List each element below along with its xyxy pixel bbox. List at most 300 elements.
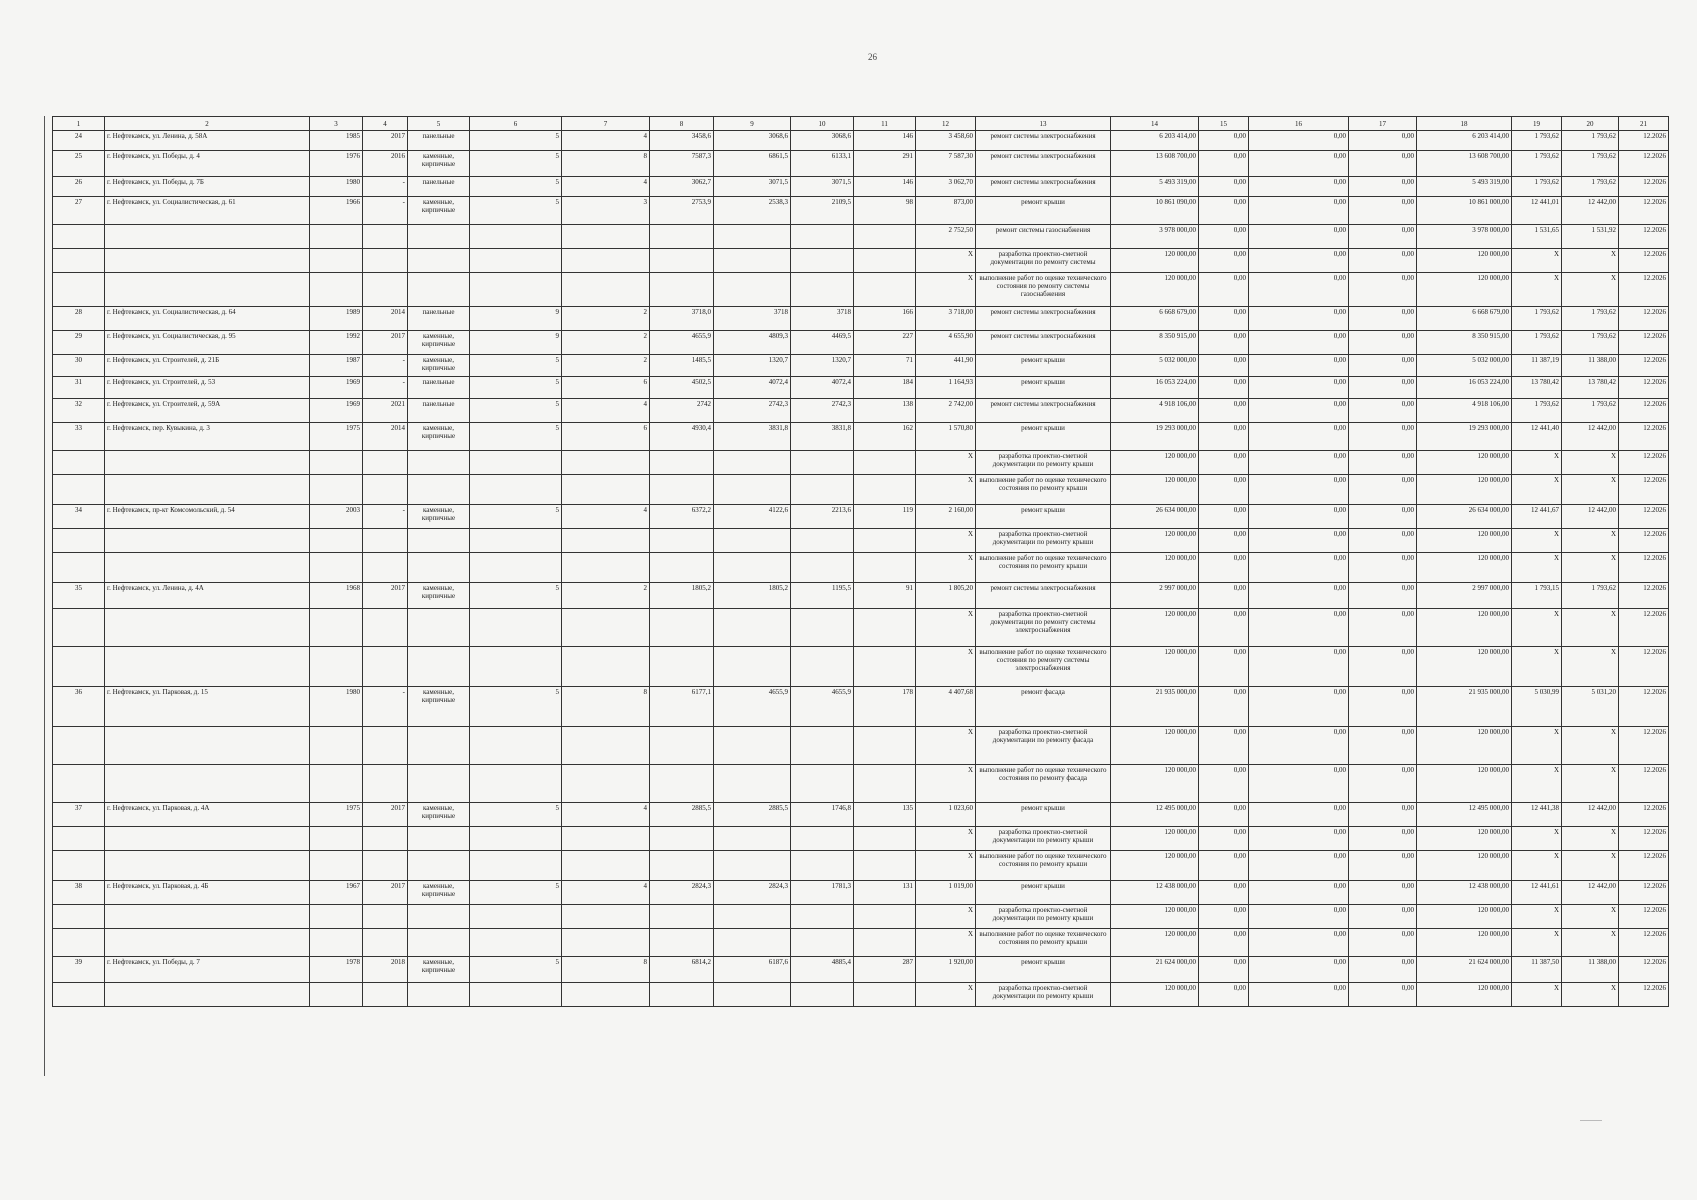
- cell-c20: 11 388,00: [1562, 355, 1619, 377]
- cell-c15: 0,00: [1199, 399, 1249, 423]
- cell-c16: 0,00: [1249, 553, 1349, 583]
- cell-a8: [650, 929, 714, 957]
- cell-no: 36: [53, 687, 105, 727]
- cell-c19: 12 441,01: [1512, 197, 1562, 225]
- cell-y2: [363, 475, 408, 505]
- cell-fl: [470, 553, 562, 583]
- cell-c21: 12.2026: [1619, 151, 1669, 177]
- cell-addr: г. Нефтекамск, ул. Строителей, д. 59А: [105, 399, 310, 423]
- cell-c18: 120 000,00: [1417, 647, 1512, 687]
- cell-a10: 6133,1: [791, 151, 854, 177]
- cell-no: 25: [53, 151, 105, 177]
- cell-c14: 120 000,00: [1111, 905, 1199, 929]
- cell-c20: 5 031,20: [1562, 687, 1619, 727]
- cell-a10: [791, 851, 854, 881]
- cell-c17: 0,00: [1349, 151, 1417, 177]
- cell-a9: [714, 249, 791, 273]
- cell-a10: [791, 929, 854, 957]
- cell-ppl: [854, 827, 916, 851]
- cell-c19: 12 441,40: [1512, 423, 1562, 451]
- column-header-20: 20: [1562, 117, 1619, 131]
- cell-a10: [791, 529, 854, 553]
- cell-c18: 120 000,00: [1417, 249, 1512, 273]
- cell-c16: 0,00: [1249, 377, 1349, 399]
- cell-mat: [408, 647, 470, 687]
- cell-c17: 0,00: [1349, 687, 1417, 727]
- cell-c18: 2 997 000,00: [1417, 583, 1512, 609]
- cell-no: 34: [53, 505, 105, 529]
- cell-c17: 0,00: [1349, 765, 1417, 803]
- cell-c18: 120 000,00: [1417, 983, 1512, 1007]
- table-row: [53, 273, 1669, 307]
- cell-fl: [470, 475, 562, 505]
- cell-c17: 0,00: [1349, 423, 1417, 451]
- cell-c16: 0,00: [1249, 609, 1349, 647]
- cell-work: ремонт крыши: [976, 377, 1111, 399]
- column-header-7: 7: [562, 117, 650, 131]
- cell-ent: 4: [562, 177, 650, 197]
- cell-addr: г. Нефтекамск, ул. Строителей, д. 21Б: [105, 355, 310, 377]
- cell-a8: [650, 249, 714, 273]
- table-row: [53, 131, 1669, 151]
- cell-a8: 4930,4: [650, 423, 714, 451]
- cell-c21: 12.2026: [1619, 249, 1669, 273]
- cell-c14: 5 032 000,00: [1111, 355, 1199, 377]
- cell-ppl: [854, 929, 916, 957]
- cell-c16: 0,00: [1249, 827, 1349, 851]
- cell-c14: 120 000,00: [1111, 765, 1199, 803]
- column-header-16: 16: [1249, 117, 1349, 131]
- cell-a10: [791, 475, 854, 505]
- cell-fl: 5: [470, 505, 562, 529]
- cell-c21: 12.2026: [1619, 307, 1669, 331]
- cell-a10: 2109,5: [791, 197, 854, 225]
- cell-mat: [408, 727, 470, 765]
- cell-a8: [650, 529, 714, 553]
- cell-addr: г. Нефтекамск, ул. Социалистическая, д. 61: [105, 197, 310, 225]
- cell-no: [53, 273, 105, 307]
- cell-c14: 120 000,00: [1111, 609, 1199, 647]
- cell-fl: [470, 827, 562, 851]
- cell-ppl: [854, 851, 916, 881]
- cell-ent: 4: [562, 803, 650, 827]
- cell-mat: [408, 765, 470, 803]
- cell-vol: 7 587,30: [916, 151, 976, 177]
- cell-fl: [470, 727, 562, 765]
- cell-y2: -: [363, 505, 408, 529]
- cell-ppl: 146: [854, 177, 916, 197]
- cell-fl: [470, 905, 562, 929]
- cell-ppl: [854, 647, 916, 687]
- cell-ent: [562, 609, 650, 647]
- cell-c15: 0,00: [1199, 957, 1249, 983]
- page-number: 26: [868, 52, 877, 62]
- cell-c14: 16 053 224,00: [1111, 377, 1199, 399]
- table-row: [53, 451, 1669, 475]
- cell-c18: 10 861 000,00: [1417, 197, 1512, 225]
- table-row: [53, 399, 1669, 423]
- cell-addr: [105, 827, 310, 851]
- cell-c18: 19 293 000,00: [1417, 423, 1512, 451]
- cell-fl: 5: [470, 377, 562, 399]
- cell-c20: 1 793,62: [1562, 399, 1619, 423]
- column-header-12: 12: [916, 117, 976, 131]
- cell-a8: [650, 905, 714, 929]
- cell-c20: 1 793,62: [1562, 307, 1619, 331]
- cell-c19: 1 531,65: [1512, 225, 1562, 249]
- cell-c21: 12.2026: [1619, 505, 1669, 529]
- cell-c19: X: [1512, 983, 1562, 1007]
- cell-no: 27: [53, 197, 105, 225]
- cell-y1: [310, 905, 363, 929]
- cell-mat: [408, 929, 470, 957]
- cell-ppl: [854, 249, 916, 273]
- cell-y2: [363, 851, 408, 881]
- cell-ppl: [854, 983, 916, 1007]
- cell-ent: 4: [562, 399, 650, 423]
- cell-ppl: 71: [854, 355, 916, 377]
- cell-c21: 12.2026: [1619, 131, 1669, 151]
- cell-y2: 2018: [363, 957, 408, 983]
- cell-vol: X: [916, 451, 976, 475]
- cell-c21: 12.2026: [1619, 647, 1669, 687]
- scan-speck: [1580, 1120, 1602, 1121]
- cell-c15: 0,00: [1199, 377, 1249, 399]
- cell-c19: X: [1512, 827, 1562, 851]
- cell-c20: X: [1562, 851, 1619, 881]
- cell-c15: 0,00: [1199, 765, 1249, 803]
- cell-a9: [714, 727, 791, 765]
- cell-addr: [105, 451, 310, 475]
- table-row: [53, 423, 1669, 451]
- cell-vol: X: [916, 529, 976, 553]
- cell-no: 35: [53, 583, 105, 609]
- cell-a8: [650, 727, 714, 765]
- cell-addr: [105, 983, 310, 1007]
- cell-y2: -: [363, 377, 408, 399]
- cell-ent: 3: [562, 197, 650, 225]
- cell-c21: 12.2026: [1619, 803, 1669, 827]
- cell-fl: 5: [470, 177, 562, 197]
- cell-a9: 4809,3: [714, 331, 791, 355]
- cell-c19: 13 780,42: [1512, 377, 1562, 399]
- cell-y2: 2014: [363, 307, 408, 331]
- cell-fl: 9: [470, 331, 562, 355]
- cell-work: разработка проектно-сметной документации по ремонту крыши: [976, 983, 1111, 1007]
- cell-c18: 5 493 319,00: [1417, 177, 1512, 197]
- cell-a10: 4469,5: [791, 331, 854, 355]
- cell-y2: 2017: [363, 881, 408, 905]
- cell-c16: 0,00: [1249, 151, 1349, 177]
- cell-c17: 0,00: [1349, 355, 1417, 377]
- cell-vol: X: [916, 475, 976, 505]
- cell-c16: 0,00: [1249, 423, 1349, 451]
- cell-ent: [562, 647, 650, 687]
- cell-fl: 5: [470, 957, 562, 983]
- table-row: [53, 803, 1669, 827]
- cell-c15: 0,00: [1199, 475, 1249, 505]
- cell-c21: 12.2026: [1619, 399, 1669, 423]
- cell-ent: [562, 249, 650, 273]
- cell-ppl: [854, 475, 916, 505]
- cell-c16: 0,00: [1249, 983, 1349, 1007]
- cell-a9: [714, 273, 791, 307]
- cell-c21: 12.2026: [1619, 377, 1669, 399]
- cell-c21: 12.2026: [1619, 687, 1669, 727]
- cell-y1: [310, 249, 363, 273]
- cell-c16: 0,00: [1249, 881, 1349, 905]
- cell-vol: 3 458,60: [916, 131, 976, 151]
- cell-a8: [650, 609, 714, 647]
- cell-no: [53, 905, 105, 929]
- table-row: [53, 331, 1669, 355]
- table-row: [53, 197, 1669, 225]
- cell-c15: 0,00: [1199, 331, 1249, 355]
- cell-y2: [363, 929, 408, 957]
- cell-work: разработка проектно-сметной документации по ремонту крыши: [976, 905, 1111, 929]
- cell-c21: 12.2026: [1619, 423, 1669, 451]
- cell-no: [53, 983, 105, 1007]
- cell-no: [53, 451, 105, 475]
- cell-y2: [363, 225, 408, 249]
- cell-a8: 7587,3: [650, 151, 714, 177]
- cell-c17: 0,00: [1349, 307, 1417, 331]
- cell-a8: [650, 451, 714, 475]
- cell-ppl: 119: [854, 505, 916, 529]
- column-header-6: 6: [470, 117, 562, 131]
- cell-c21: 12.2026: [1619, 331, 1669, 355]
- cell-fl: 5: [470, 803, 562, 827]
- cell-c19: 12 441,67: [1512, 505, 1562, 529]
- cell-no: 31: [53, 377, 105, 399]
- cell-addr: [105, 273, 310, 307]
- cell-ppl: 131: [854, 881, 916, 905]
- cell-addr: г. Нефтекамск, ул. Ленина, д. 58А: [105, 131, 310, 151]
- cell-a9: [714, 553, 791, 583]
- cell-a10: [791, 225, 854, 249]
- cell-a10: [791, 983, 854, 1007]
- cell-fl: [470, 249, 562, 273]
- cell-c14: 120 000,00: [1111, 451, 1199, 475]
- cell-no: [53, 529, 105, 553]
- cell-c20: X: [1562, 765, 1619, 803]
- cell-c19: X: [1512, 553, 1562, 583]
- cell-a10: 3831,8: [791, 423, 854, 451]
- cell-c17: 0,00: [1349, 803, 1417, 827]
- cell-c18: 6 668 679,00: [1417, 307, 1512, 331]
- cell-c20: 1 793,62: [1562, 331, 1619, 355]
- cell-c18: 120 000,00: [1417, 451, 1512, 475]
- cell-c17: 0,00: [1349, 197, 1417, 225]
- cell-fl: [470, 929, 562, 957]
- cell-a10: 4885,4: [791, 957, 854, 983]
- cell-c16: 0,00: [1249, 197, 1349, 225]
- cell-vol: X: [916, 827, 976, 851]
- cell-addr: [105, 851, 310, 881]
- cell-c19: X: [1512, 273, 1562, 307]
- cell-c18: 5 032 000,00: [1417, 355, 1512, 377]
- cell-mat: [408, 249, 470, 273]
- column-header-15: 15: [1199, 117, 1249, 131]
- cell-a8: 2824,3: [650, 881, 714, 905]
- cell-y2: [363, 609, 408, 647]
- cell-c17: 0,00: [1349, 249, 1417, 273]
- cell-mat: [408, 553, 470, 583]
- cell-c16: 0,00: [1249, 851, 1349, 881]
- cell-addr: [105, 553, 310, 583]
- cell-c18: 120 000,00: [1417, 851, 1512, 881]
- cell-y1: 1985: [310, 131, 363, 151]
- cell-fl: [470, 451, 562, 475]
- cell-c21: 12.2026: [1619, 451, 1669, 475]
- cell-fl: [470, 983, 562, 1007]
- cell-ent: [562, 929, 650, 957]
- cell-c14: 120 000,00: [1111, 983, 1199, 1007]
- cell-work: ремонт крыши: [976, 803, 1111, 827]
- cell-c14: 120 000,00: [1111, 647, 1199, 687]
- cell-c15: 0,00: [1199, 197, 1249, 225]
- cell-y2: [363, 905, 408, 929]
- cell-work: ремонт крыши: [976, 423, 1111, 451]
- cell-a8: 1485,5: [650, 355, 714, 377]
- cell-c19: 1 793,62: [1512, 331, 1562, 355]
- cell-ppl: [854, 905, 916, 929]
- cell-addr: г. Нефтекамск, ул. Победы, д. 7Б: [105, 177, 310, 197]
- cell-a8: 2885,5: [650, 803, 714, 827]
- cell-c20: 12 442,00: [1562, 803, 1619, 827]
- cell-c18: 120 000,00: [1417, 553, 1512, 583]
- cell-addr: [105, 475, 310, 505]
- cell-a9: [714, 609, 791, 647]
- cell-c17: 0,00: [1349, 905, 1417, 929]
- cell-vol: 2 160,00: [916, 505, 976, 529]
- column-header-3: 3: [310, 117, 363, 131]
- cell-a10: [791, 451, 854, 475]
- cell-c17: 0,00: [1349, 377, 1417, 399]
- cell-mat: [408, 451, 470, 475]
- cell-a9: 2824,3: [714, 881, 791, 905]
- cell-ppl: 91: [854, 583, 916, 609]
- cell-work: разработка проектно-сметной документации по ремонту крыши: [976, 451, 1111, 475]
- cell-y2: 2016: [363, 151, 408, 177]
- column-number-header: [53, 117, 1669, 131]
- cell-c15: 0,00: [1199, 131, 1249, 151]
- cell-ent: 4: [562, 131, 650, 151]
- column-header-8: 8: [650, 117, 714, 131]
- cell-a8: [650, 475, 714, 505]
- cell-work: разработка проектно-сметной документации по ремонту крыши: [976, 827, 1111, 851]
- cell-ent: [562, 851, 650, 881]
- column-header-11: 11: [854, 117, 916, 131]
- cell-c17: 0,00: [1349, 583, 1417, 609]
- cell-a9: 6861,5: [714, 151, 791, 177]
- cell-c20: 1 793,62: [1562, 583, 1619, 609]
- cell-vol: 4 655,90: [916, 331, 976, 355]
- cell-no: 32: [53, 399, 105, 423]
- cell-c18: 120 000,00: [1417, 727, 1512, 765]
- column-header-14: 14: [1111, 117, 1199, 131]
- cell-c14: 3 978 000,00: [1111, 225, 1199, 249]
- cell-fl: 5: [470, 881, 562, 905]
- cell-ent: [562, 553, 650, 583]
- cell-work: разработка проектно-сметной документации по ремонту системы: [976, 249, 1111, 273]
- cell-c16: 0,00: [1249, 905, 1349, 929]
- cell-a8: [650, 765, 714, 803]
- cell-ppl: 184: [854, 377, 916, 399]
- cell-addr: г. Нефтекамск, ул. Социалистическая, д. 95: [105, 331, 310, 355]
- cell-a9: 1805,2: [714, 583, 791, 609]
- table-row: [53, 307, 1669, 331]
- cell-c17: 0,00: [1349, 957, 1417, 983]
- cell-ent: [562, 273, 650, 307]
- cell-c17: 0,00: [1349, 727, 1417, 765]
- cell-a10: [791, 827, 854, 851]
- cell-c17: 0,00: [1349, 131, 1417, 151]
- cell-c16: 0,00: [1249, 273, 1349, 307]
- cell-c15: 0,00: [1199, 151, 1249, 177]
- cell-c20: 11 388,00: [1562, 957, 1619, 983]
- cell-addr: г. Нефтекамск, ул. Строителей, д. 53: [105, 377, 310, 399]
- cell-c16: 0,00: [1249, 929, 1349, 957]
- cell-addr: [105, 765, 310, 803]
- table-row: [53, 647, 1669, 687]
- cell-ppl: 138: [854, 399, 916, 423]
- table-row: [53, 609, 1669, 647]
- cell-no: [53, 851, 105, 881]
- cell-mat: [408, 225, 470, 249]
- cell-ent: [562, 827, 650, 851]
- cell-no: [53, 553, 105, 583]
- cell-c15: 0,00: [1199, 851, 1249, 881]
- cell-a8: 2742: [650, 399, 714, 423]
- cell-c20: X: [1562, 273, 1619, 307]
- cell-a9: 4655,9: [714, 687, 791, 727]
- cell-vol: X: [916, 929, 976, 957]
- cell-addr: [105, 905, 310, 929]
- cell-c14: 120 000,00: [1111, 727, 1199, 765]
- column-header-17: 17: [1349, 117, 1417, 131]
- cell-c20: X: [1562, 249, 1619, 273]
- cell-y1: 1992: [310, 331, 363, 355]
- cell-c20: X: [1562, 475, 1619, 505]
- cell-c21: 12.2026: [1619, 529, 1669, 553]
- cell-a8: 6814,2: [650, 957, 714, 983]
- cell-a8: 4655,9: [650, 331, 714, 355]
- cell-a9: [714, 647, 791, 687]
- cell-c14: 10 861 090,00: [1111, 197, 1199, 225]
- cell-c21: 12.2026: [1619, 553, 1669, 583]
- cell-c20: X: [1562, 727, 1619, 765]
- cell-c17: 0,00: [1349, 273, 1417, 307]
- cell-c18: 120 000,00: [1417, 827, 1512, 851]
- cell-c14: 6 203 414,00: [1111, 131, 1199, 151]
- cell-y1: [310, 647, 363, 687]
- cell-a8: 4502,5: [650, 377, 714, 399]
- cell-a8: [650, 647, 714, 687]
- cell-y1: 1989: [310, 307, 363, 331]
- cell-c19: X: [1512, 905, 1562, 929]
- cell-a9: 4072,4: [714, 377, 791, 399]
- cell-a10: 3718: [791, 307, 854, 331]
- cell-y2: 2014: [363, 423, 408, 451]
- column-header-21: 21: [1619, 117, 1669, 131]
- capital-repair-table: [52, 116, 1669, 1007]
- table-row: [53, 957, 1669, 983]
- cell-y1: 1978: [310, 957, 363, 983]
- cell-c19: 11 387,19: [1512, 355, 1562, 377]
- cell-c21: 12.2026: [1619, 273, 1669, 307]
- cell-c15: 0,00: [1199, 423, 1249, 451]
